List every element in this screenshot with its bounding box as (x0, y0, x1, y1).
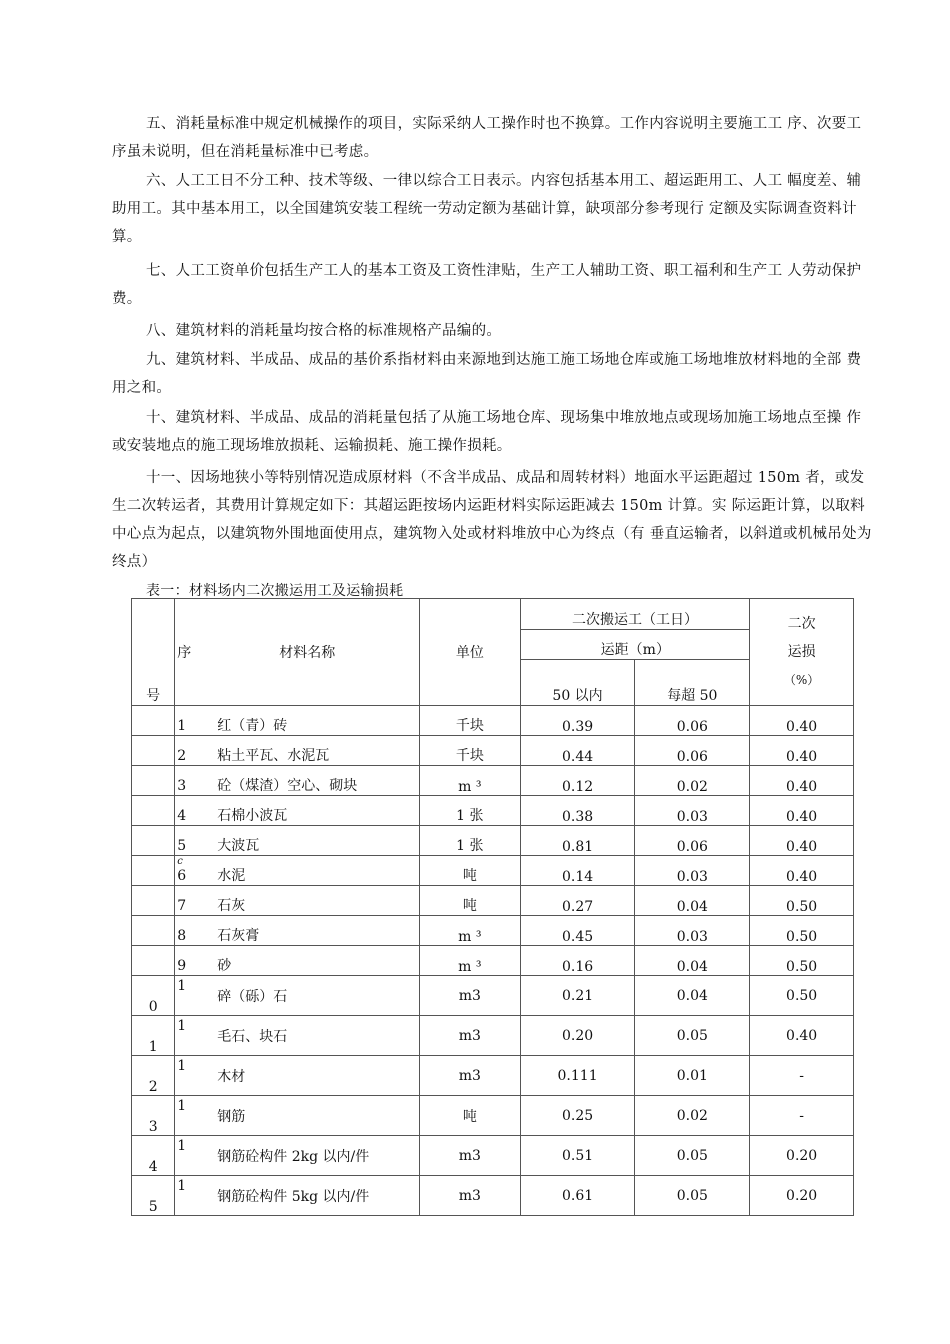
row-name-cell (175, 856, 420, 886)
table-row (132, 1016, 854, 1056)
row-name-cell (175, 826, 420, 856)
row-number: 1 (177, 718, 187, 734)
material-name: 红（青）砖 (217, 718, 288, 734)
row-loss: 0.20 (750, 1176, 854, 1216)
row-no-cell: 4 (132, 1136, 175, 1176)
material-name: 毛石、块石 (217, 1028, 288, 1045)
row-no-cell: 2 (132, 1056, 175, 1096)
row-number-top: 1 (177, 978, 187, 994)
row-no-cell (132, 796, 175, 826)
row-within50: 0.51 (520, 1136, 635, 1176)
row-per50: 0.05 (635, 1136, 750, 1176)
row-name-cell (175, 706, 420, 736)
row-loss: - (750, 1096, 854, 1136)
table-row (132, 976, 854, 1016)
row-per50: 0.02 (635, 1096, 750, 1136)
row-no-cell: 3 (132, 1096, 175, 1136)
row-loss: 0.40 (750, 826, 854, 856)
row-per50: 0.04 (635, 946, 750, 976)
row-within50: 0.12 (520, 766, 635, 796)
material-name: 碎（砾）石 (217, 988, 288, 1005)
row-no-cell (132, 736, 175, 766)
row-unit: 吨 (419, 1096, 520, 1136)
row-number: 2 (177, 748, 187, 764)
material-name: 粘土平瓦、水泥瓦 (217, 748, 330, 764)
row-within50: 0.38 (520, 796, 635, 826)
row-no-cell: 5 (132, 1176, 175, 1216)
paragraph-10: 十、建筑材料、半成品、成品的消耗量包括了从施工场地仓库、现场集中堆放地点或现场加施工场地点至操 作或安装地点的施工现场堆放损耗、运输损耗、施工操作损耗。 (112, 410, 862, 454)
table-row (132, 706, 854, 736)
row-no-cell: 0 (132, 976, 175, 1016)
row-loss: - (750, 1056, 854, 1096)
table-row (132, 826, 854, 856)
row-no-cell (132, 766, 175, 796)
paragraph-7: 七、人工工资单价包括生产工人的基本工资及工资性津贴，生产工人辅助工资、职工福利和生产工 人劳动保护费。 (112, 263, 862, 307)
row-name-cell (175, 1136, 420, 1176)
row-number: 9 (177, 958, 187, 974)
header-no-bottom: 号 (132, 599, 175, 706)
row-unit: m ³ (419, 946, 520, 976)
row-number: 6 (177, 868, 187, 884)
row-number: 7 (177, 898, 187, 914)
row-within50: 0.45 (520, 916, 635, 946)
material-name: 水泥 (217, 868, 246, 884)
row-unit: m ³ (419, 916, 520, 946)
material-name: 砼（煤渣）空心、砌块 (217, 778, 358, 794)
row-loss: 0.20 (750, 1136, 854, 1176)
row-unit: m3 (419, 976, 520, 1016)
table-row (132, 946, 854, 976)
table-row (132, 1056, 854, 1096)
row-within50: 0.44 (520, 736, 635, 766)
row-name-cell (175, 766, 420, 796)
row-loss: 0.40 (750, 706, 854, 736)
row-per50: 0.04 (635, 976, 750, 1016)
row-no-cell (132, 916, 175, 946)
row-no-cell (132, 856, 175, 886)
row-per50: 0.02 (635, 766, 750, 796)
row-loss: 0.40 (750, 1016, 854, 1056)
row-name-cell (175, 1056, 420, 1096)
material-name: 石灰 (217, 898, 246, 914)
material-name: 钢筋砼构件 2kg 以内/件 (217, 1148, 370, 1165)
row-unit: m3 (419, 1136, 520, 1176)
row-unit: m ³ (419, 766, 520, 796)
header-distance: 运距（m） (520, 630, 750, 660)
row-name-cell (175, 736, 420, 766)
row-loss: 0.40 (750, 796, 854, 826)
row-within50: 0.81 (520, 826, 635, 856)
row-within50: 0.25 (520, 1096, 635, 1136)
row-number-top: 1 (177, 1018, 187, 1034)
material-transport-table (131, 598, 854, 1216)
row-per50: 0.01 (635, 1056, 750, 1096)
material-name: 钢筋砼构件 5kg 以内/件 (217, 1188, 370, 1205)
row-number: 3 (177, 778, 187, 794)
material-name: 大波瓦 (217, 838, 260, 854)
row-loss: 0.40 (750, 766, 854, 796)
row-within50: 0.27 (520, 886, 635, 916)
row-per50: 0.03 (635, 796, 750, 826)
row-mark: c (177, 856, 183, 867)
row-name-cell (175, 1176, 420, 1216)
row-name-cell (175, 946, 420, 976)
row-within50: 0.20 (520, 1016, 635, 1056)
row-within50: 0.61 (520, 1176, 635, 1216)
table-row (132, 796, 854, 826)
row-unit: 吨 (419, 886, 520, 916)
row-unit: 千块 (419, 736, 520, 766)
row-number: 5 (177, 838, 187, 854)
row-unit: 吨 (419, 856, 520, 886)
header-within50: 50 以内 (520, 660, 635, 706)
table-row (132, 886, 854, 916)
row-within50: 0.21 (520, 976, 635, 1016)
row-name-cell (175, 916, 420, 946)
row-per50: 0.05 (635, 1176, 750, 1216)
table-caption: 表一：材料场内二次搬运用工及运输损耗 (146, 583, 404, 599)
table-row (132, 766, 854, 796)
header-loss: 二次 运损 （%） (750, 599, 854, 706)
table-row (132, 1136, 854, 1176)
table-row (132, 1096, 854, 1136)
paragraph-9: 九、建筑材料、半成品、成品的基价系指材料由来源地到达施工施工场地仓库或施工场地堆放材料地的全部 费用之和。 (112, 352, 862, 396)
row-no-cell (132, 706, 175, 736)
row-loss: 0.40 (750, 856, 854, 886)
row-name-cell (175, 796, 420, 826)
row-number-top: 1 (177, 1138, 187, 1154)
material-name: 砂 (217, 958, 232, 974)
material-name: 石棉小波瓦 (217, 808, 288, 824)
row-per50: 0.06 (635, 826, 750, 856)
header-unit: 单位 (419, 599, 520, 706)
row-no-cell (132, 886, 175, 916)
paragraph-11: 十一、因场地狭小等特别情况造成原材料（不含半成品、成品和周转材料）地面水平运距超过 150m 者，或发生二次转运者，其费用计算规定如下：其超运距按场内运距材料实际运距减去 150m 计算。实 际运距计算，以取料中心点为起点，以建筑物外围地面使用点，建筑物入处或材料堆放中心为终点（有 垂直运输者，以斜道或机械吊处为终点） (112, 470, 872, 570)
row-per50: 0.06 (635, 706, 750, 736)
material-name: 石灰膏 (217, 928, 260, 944)
table-row (132, 856, 854, 886)
row-unit: m3 (419, 1056, 520, 1096)
table-row (132, 916, 854, 946)
header-no-top: 序 (177, 645, 192, 661)
header-per50: 每超 50 (635, 660, 750, 706)
row-loss: 0.50 (750, 946, 854, 976)
row-within50: 0.39 (520, 706, 635, 736)
row-no-cell: 1 (132, 1016, 175, 1056)
row-within50: 0.111 (520, 1056, 635, 1096)
row-loss: 0.50 (750, 916, 854, 946)
header-name: 序 材料名称 (175, 599, 420, 706)
header-group: 二次搬运工（工日） (520, 599, 750, 630)
row-name-cell (175, 976, 420, 1016)
row-no-cell (132, 826, 175, 856)
row-unit: m3 (419, 1016, 520, 1056)
material-name: 木材 (217, 1068, 246, 1085)
row-number-top: 1 (177, 1178, 187, 1194)
row-number: 8 (177, 928, 187, 944)
table-row (132, 736, 854, 766)
row-number-top: 1 (177, 1058, 187, 1074)
row-unit: 千块 (419, 706, 520, 736)
row-no-cell (132, 946, 175, 976)
row-within50: 0.16 (520, 946, 635, 976)
row-loss: 0.50 (750, 976, 854, 1016)
row-unit: 1 张 (419, 826, 520, 856)
row-name-cell (175, 1096, 420, 1136)
row-name-cell (175, 1016, 420, 1056)
row-per50: 0.03 (635, 856, 750, 886)
row-loss: 0.40 (750, 736, 854, 766)
paragraph-5: 五、消耗量标准中规定机械操作的项目，实际采纳人工操作时也不换算。工作内容说明主要施工工 序、次要工序虽未说明，但在消耗量标准中已考虑。 (112, 116, 862, 160)
material-name: 钢筋 (217, 1108, 246, 1125)
row-within50: 0.14 (520, 856, 635, 886)
row-number-top: 1 (177, 1098, 187, 1114)
row-unit: 1 张 (419, 796, 520, 826)
row-per50: 0.06 (635, 736, 750, 766)
table-row (132, 1176, 854, 1216)
paragraph-6: 六、人工工日不分工种、技术等级、一律以综合工日表示。内容包括基本用工、超运距用工、人工 幅度差、辅助用工。其中基本用工，以全国建筑安装工程统一劳动定额为基础计算，缺项部分参考现行 定额及实际调查资料计算。 (112, 173, 862, 245)
row-number: 4 (177, 808, 187, 824)
row-per50: 0.03 (635, 916, 750, 946)
row-per50: 0.05 (635, 1016, 750, 1056)
paragraph-8: 八、建筑材料的消耗量均按合格的标准规格产品编的。 (146, 323, 502, 339)
row-unit: m3 (419, 1176, 520, 1216)
row-loss: 0.50 (750, 886, 854, 916)
row-name-cell (175, 886, 420, 916)
row-per50: 0.04 (635, 886, 750, 916)
